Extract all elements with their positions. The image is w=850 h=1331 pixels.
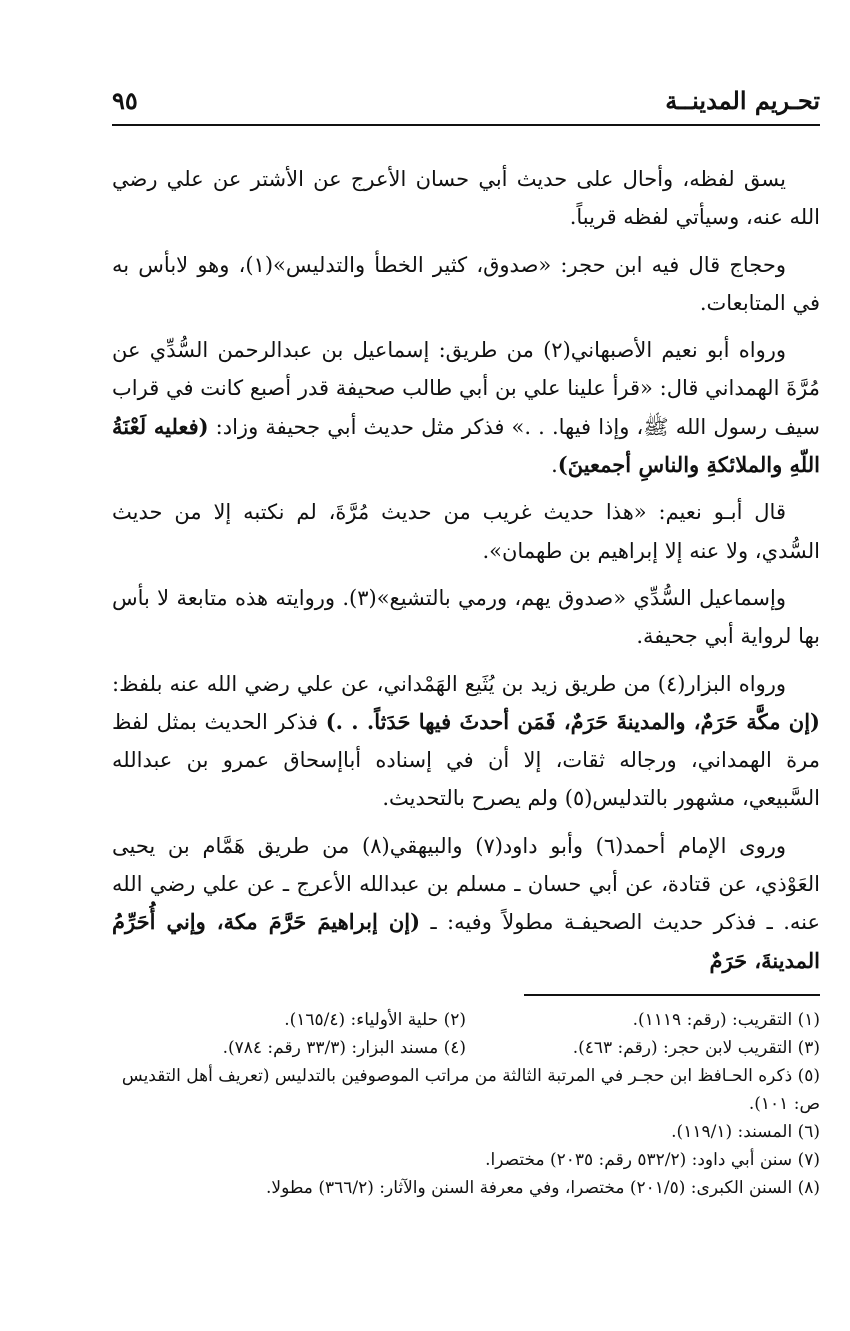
hadith-quote-2: (إن إبراهيمَ حَرَّمَ مكة، وإني أُحَرِّمُ المدينةَ، حَرَمٌ (112, 909, 820, 973)
body-text (112, 160, 820, 989)
paragraph-4 (112, 493, 820, 570)
page-header (112, 82, 820, 122)
paragraph-6 (112, 665, 820, 818)
running-title: تحـريم المدينــة (665, 86, 820, 115)
paragraph-2-text: وحجاج قال فيه ابن حجر: «صدوق، كثير الخطأ والتدليس»(١)، وهو لابأس به في المتابعات. (112, 252, 820, 315)
footnote-5: (٥) ذكره الحـافظ ابن حجـر في المرتبة الثالثة من مراتب الموصوفين بالتدليس (تعريف أهل التقديس ص: ١٠١). (121, 1066, 820, 1114)
footnote-8: (٨) السنن الكبرى: (٢٠١/٥) مختصرا، وفي معرفة السنن والآثار: (٣٦٦/٢) مطولا. (265, 1178, 820, 1198)
paragraph-2 (112, 246, 820, 323)
footnote-rule (524, 994, 820, 996)
footnote-4: (٤) مسند البزار: (٣٣/٣ رقم: ٧٨٤). (222, 1038, 466, 1058)
quran-quote: (فعليه لَعْنَةُ اللّهِ والملائكةِ والناسِ أجمعينَ) (112, 413, 820, 478)
paragraph-3-text: ورواه أبو نعيم الأصبهاني(٢) من طريق: إسماعيل بن عبدالرحمن السُّدِّي عن مُرَّةَ الهمداني قال: «قرأ علينا علي بن أبي طالب صحيفة قدر أصبع كانت في قراب سيف رسول الله ﷺ، وإذا فيها. . .» فذكر مثل حديث أبي جحيفة وزاد: (112, 338, 820, 439)
paragraph-1-text: يسق لفظه، وأحال على حديث أبي حسان الأعرج عن الأشتر عن علي رضي الله عنه، وسيأتي لفظه قريباً. (112, 167, 820, 230)
paragraph-5 (112, 579, 820, 656)
paragraph-3 (112, 331, 820, 484)
footnote-7: (٧) سنن أبي داود: (٥٣٢/٢ رقم: ٢٠٣٥) مختصرا. (485, 1150, 820, 1170)
paragraph-4-text: قال أبـو نعيم: «هذا حديث غريب من حديث مُرَّةَ، لم نكتبه إلا من حديث السُّدي، ولا عنه إلا إبراهيم بن طهمان». (112, 500, 820, 563)
page-number: ٩٥ (112, 86, 138, 115)
paragraph-6-text: ورواه البزار(٤) من طريق زيد بن يُثَيع الهَمْداني، عن علي رضي الله عنه بلفظ: (112, 671, 786, 696)
paragraph-6-rest: فذكر الحديث بمثل لفظ مرة الهمداني، ورجاله ثقات، إلا أن في إسناده أباإسحاق عمرو بن عبدالله السَّبيعي، مشهور بالتدليس(٥) ولم يصرح بالتحديث. (112, 709, 820, 811)
footnote-6: (٦) المسند: (١١٩/١). (671, 1122, 820, 1142)
footnote-3: (٣) التقريب لابن حجر: (رقم: ٤٦٣). (572, 1038, 820, 1058)
paragraph-3-end: . (551, 453, 558, 478)
hadith-quote-1: (إن مكَّة حَرَمٌ، والمدينةَ حَرَمٌ، فَمَن أحدثَ فيها حَدَثاً. . .) (325, 708, 820, 734)
paragraph-7-text: وروى الإمام أحمد(٦) وأبو داود(٧) والبيهقي(٨) من طريق هَمَّام بن يحيى العَوْذي، عن قتادة، عن أبي حسان ـ مسلم بن عبدالله الأعرج ـ عن علي رضي الله عنه. ـ فذكر حديث الصحيفـة مطولاً وفيه: ـ (112, 833, 820, 935)
footnote-row-1 (112, 1006, 820, 1034)
paragraph-7 (112, 827, 820, 980)
paragraph-1 (112, 160, 820, 237)
header-rule (112, 124, 820, 126)
paragraph-5-text: وإسماعيل السُّدِّي «صدوق يهم، ورمي بالتشيع»(٣). وروايته هذه متابعة لا بأس بها لرواية أبي جحيفة. (112, 585, 820, 649)
footnote-2: (٢) حلية الأولياء: (١٦٥/٤). (284, 1010, 466, 1030)
footnote-row-2 (112, 1034, 820, 1062)
footnotes (112, 1006, 820, 1202)
footnote-1: (١) التقريب: (رقم: ١١١٩). (632, 1010, 820, 1030)
